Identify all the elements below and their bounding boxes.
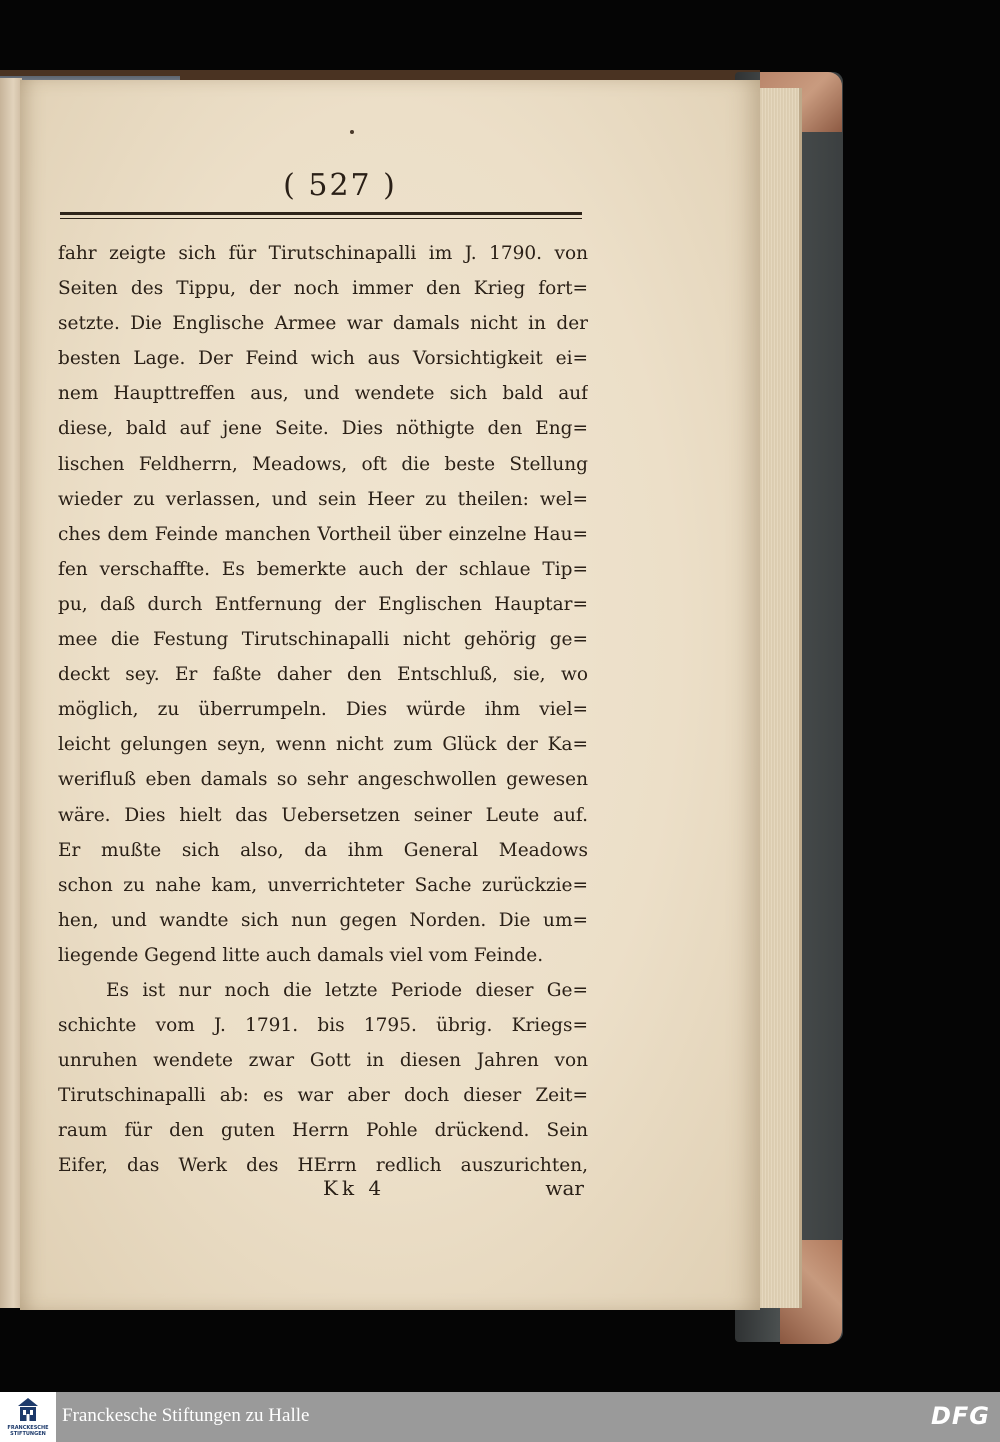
- text-line: deckt sey. Er faßte daher den Entschluß, sie, wo: [58, 664, 588, 686]
- page-footer: [58, 1176, 588, 1210]
- text-line: möglich, zu überrumpeln. Dies würde ihm viel=: [58, 699, 588, 721]
- institution-name[interactable]: Franckesche Stiftungen zu Halle: [62, 1405, 310, 1426]
- previous-page-edge: [0, 78, 22, 1308]
- text-line: besten Lage. Der Feind wich aus Vorsichtigkeit ei=: [58, 348, 588, 370]
- logo-caption: FRANCKESCHE STIFTUNGEN: [7, 1425, 49, 1437]
- text-line: wieder zu verlassen, und sein Heer zu theilen: wel=: [58, 488, 588, 510]
- text-line: setzte. Die Englische Armee war damals nicht in der: [58, 313, 588, 335]
- text-line: Er mußte sich also, da ihm General Meadows: [58, 839, 588, 861]
- text-line: schichte vom J. 1791. bis 1795. übrig. Kriegs=: [58, 1015, 588, 1037]
- paragraph-start-line: Es ist nur noch die letzte Periode dieser Ge=: [106, 979, 588, 1001]
- text-line: lischen Feldherrn, Meadows, oft die beste Stellung: [58, 453, 588, 475]
- text-line: Seiten des Tippu, der noch immer den Krieg fort=: [58, 278, 588, 300]
- text-line: pu, daß durch Entfernung der Englischen Hauptar=: [58, 593, 588, 615]
- catchword: war: [545, 1176, 584, 1200]
- text-line: diese, bald auf jene Seite. Dies nöthigte den Eng=: [58, 418, 588, 440]
- text-line: mee die Festung Tirutschinapalli nicht gehörig ge=: [58, 629, 588, 651]
- page-number: ( 527 ): [283, 168, 397, 203]
- building-icon: [16, 1398, 40, 1424]
- text-line: wäre. Dies hielt das Uebersetzen seiner Leute auf.: [58, 804, 588, 826]
- book-page: [20, 80, 760, 1310]
- signature-mark: Kk 4: [323, 1176, 386, 1200]
- text-line: hen, und wandte sich nun gegen Norden. Die um=: [58, 909, 588, 931]
- text-line: raum für den guten Herrn Pohle drückend. Sein: [58, 1120, 588, 1142]
- text-line: leicht gelungen seyn, wenn nicht zum Glück der Ka=: [58, 734, 588, 756]
- text-line: schon zu nahe kam, unverrichteter Sache zurückzie=: [58, 874, 588, 896]
- text-line: Eifer, das Werk des HErrn redlich auszurichten,: [58, 1155, 588, 1177]
- text-line: liegende Gegend litte auch damals viel vom Feinde.: [58, 944, 544, 966]
- text-line: unruhen wendete zwar Gott in diesen Jahren von: [58, 1050, 588, 1072]
- text-line: werifluß eben damals so sehr angeschwollen gewesen: [58, 769, 588, 791]
- header-rule: [60, 212, 582, 215]
- dfg-logo[interactable]: DFG: [930, 1402, 990, 1430]
- viewer-footer-bar: [0, 1392, 1000, 1442]
- text-line: nem Haupttreffen aus, und wendete sich bald auf: [58, 383, 588, 405]
- header-rule-thin: [60, 218, 582, 219]
- text-line: fahr zeigte sich für Tirutschinapalli im J. 1790. von: [58, 243, 588, 264]
- body-text: [58, 236, 588, 1184]
- text-line: Tirutschinapalli ab: es war aber doch dieser Zeit=: [58, 1085, 588, 1107]
- text-line: ches dem Feinde manchen Vortheil über einzelne Hau=: [58, 523, 588, 545]
- ink-dot: [350, 130, 354, 134]
- institution-logo[interactable]: [0, 1392, 56, 1442]
- text-line: fen verschaffte. Es bemerkte auch der schlaue Tip=: [58, 558, 588, 580]
